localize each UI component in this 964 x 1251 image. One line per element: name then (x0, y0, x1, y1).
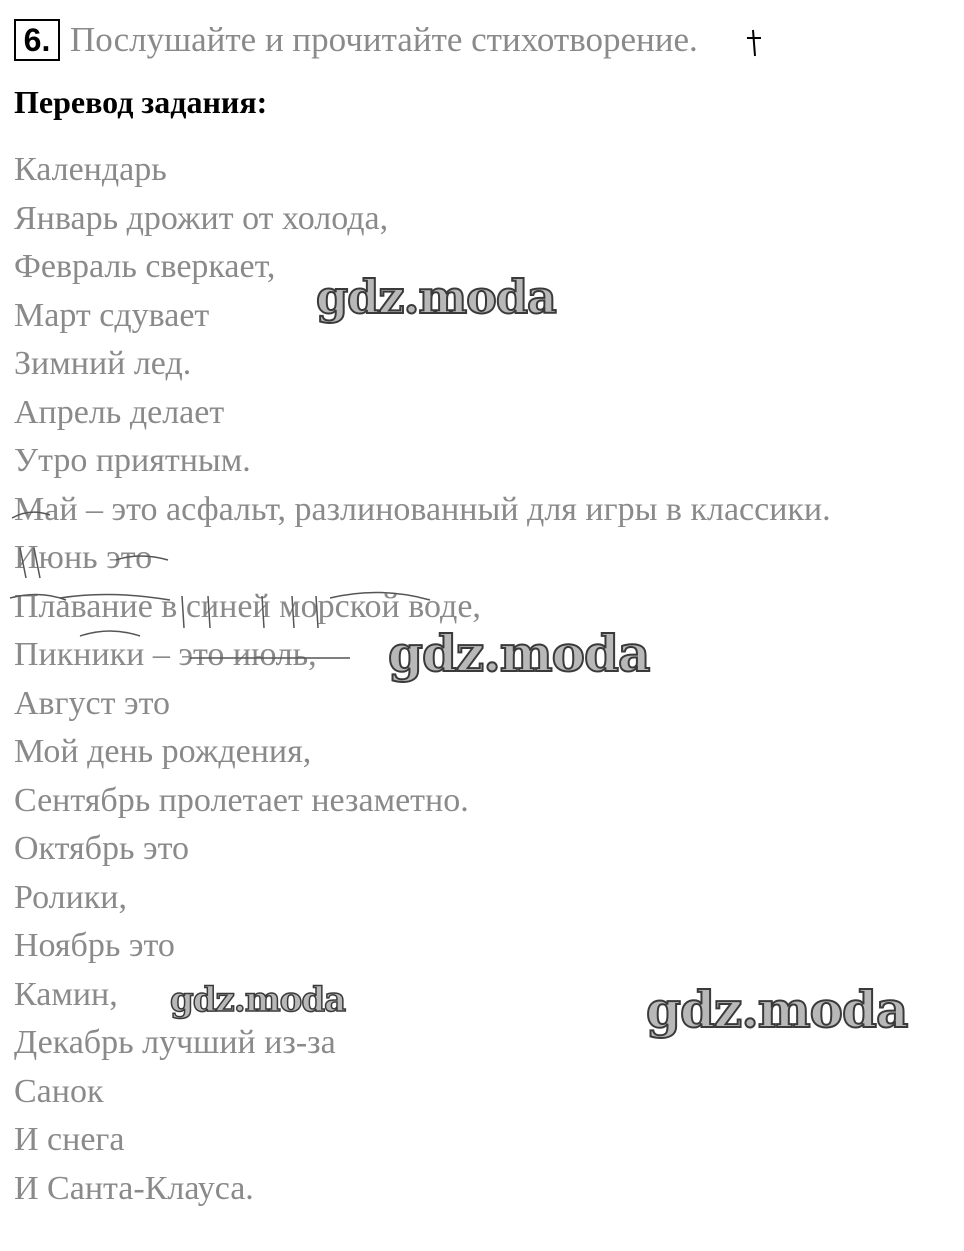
task-header (14, 18, 698, 62)
poem-line: Пикники – это июль, (14, 636, 317, 673)
poem-line: Июнь это (14, 539, 153, 576)
poem-line: И Санта-Клауса. (14, 1169, 254, 1207)
poem-line: Декабрь лучший из-за (14, 1024, 336, 1061)
poem-line: Ноябрь это (14, 927, 175, 964)
poem-line: Мой день рождения, (14, 733, 312, 770)
translation-heading: Перевод задания: (14, 84, 268, 120)
poem-line: Май – это асфальт, разлинованный для игры в классики. (14, 490, 831, 528)
poem-line: Камин, (14, 975, 118, 1013)
poem-line: Сентябрь пролетает незаметно. (14, 781, 469, 819)
watermark: gdz.moda (170, 980, 346, 1020)
watermark: gdz.moda (646, 980, 908, 1039)
poem-line: Март сдувает (14, 296, 210, 334)
task-instruction: Послушайте и прочитайте стихотворение. (70, 20, 698, 59)
poem-line: Февраль сверкает, (14, 248, 276, 285)
watermark: gdz.moda (316, 270, 556, 324)
poem-line: Август это (14, 684, 171, 722)
poem-line: Утро приятным. (14, 442, 251, 479)
poem-line: Октябрь это (14, 830, 189, 867)
poem-line: Плавание в синей морской воде, (14, 587, 481, 625)
poem-line: Зимний лед. (14, 345, 192, 382)
task-number: 6. (14, 19, 60, 61)
poem-line: И снега (14, 1121, 125, 1158)
poem-line: Ролики, (14, 878, 127, 916)
poem-line: Январь дрожит от холода, (14, 199, 389, 237)
watermark: gdz.moda (388, 624, 650, 683)
poem-line: Санок (14, 1072, 104, 1110)
poem-line: Календарь (14, 151, 167, 188)
poem-line: Апрель делает (14, 393, 225, 431)
